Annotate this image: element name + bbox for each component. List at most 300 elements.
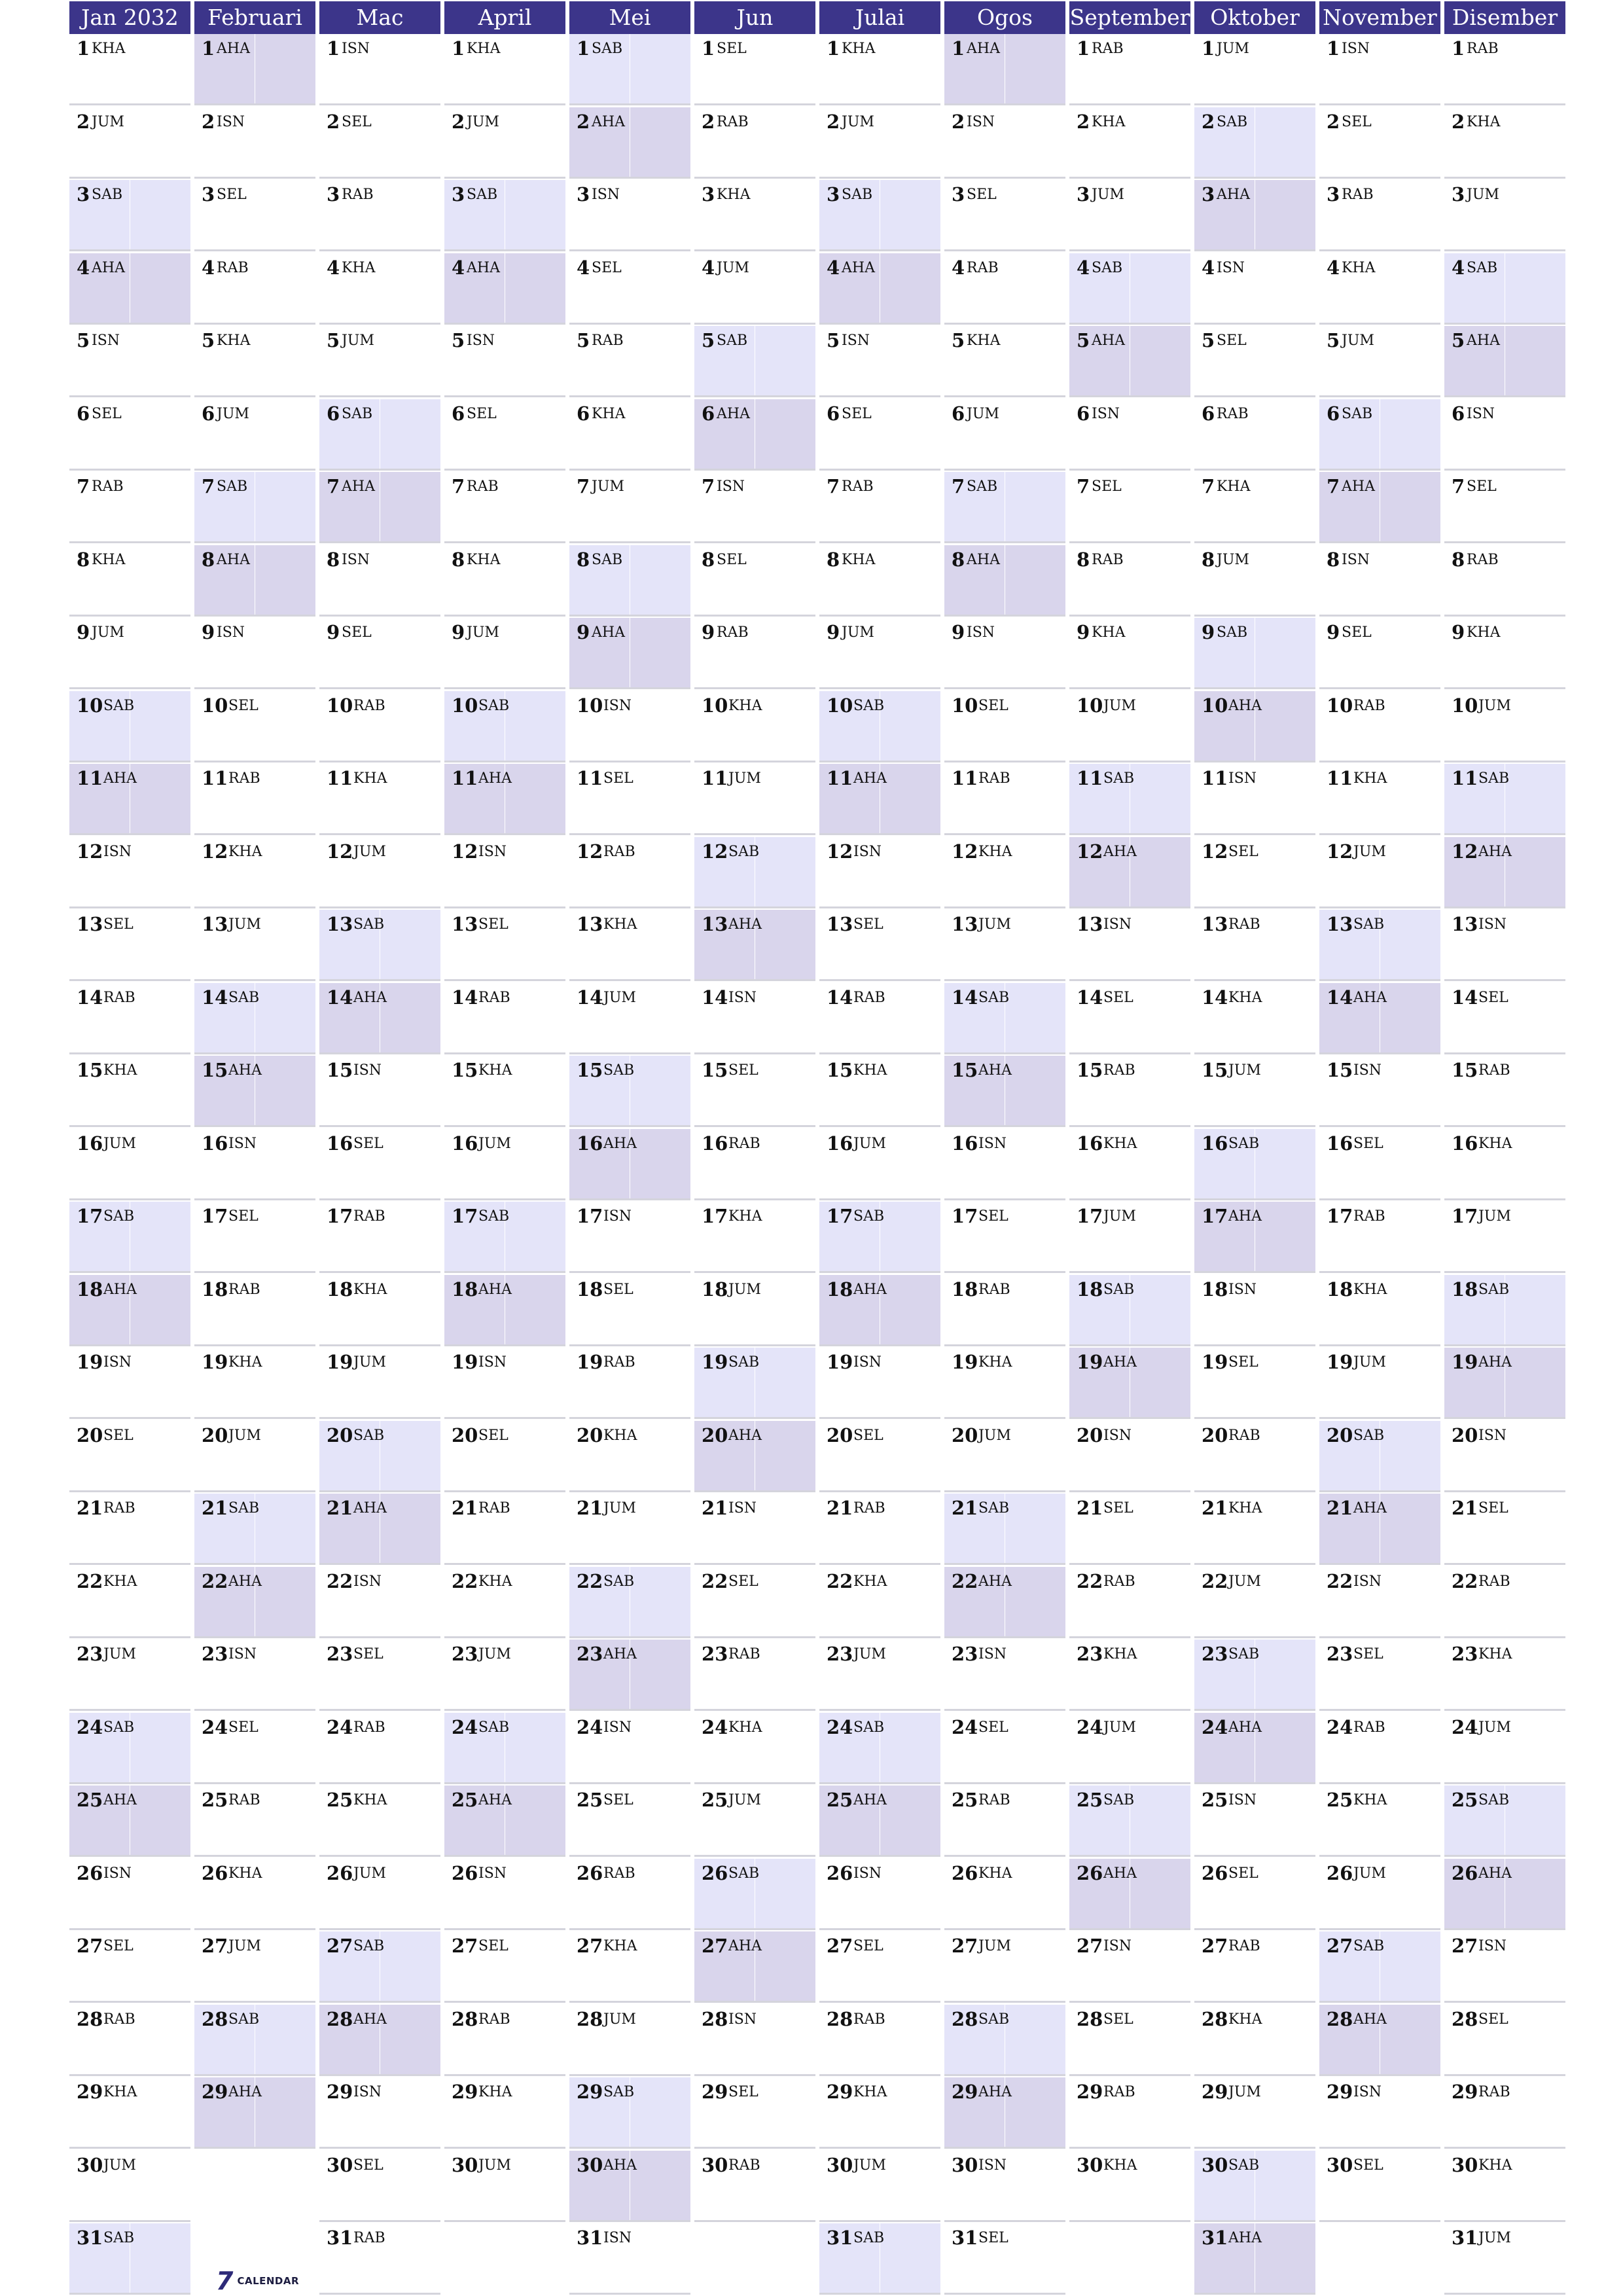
- day-cell: [1069, 837, 1190, 908]
- day-cell: [569, 34, 690, 105]
- weekday-label: SEL: [1342, 624, 1372, 641]
- day-number: 22: [1452, 1570, 1478, 1592]
- day-number: 28: [327, 2007, 353, 2030]
- weekday-label: RAB: [1467, 41, 1499, 57]
- weekday-label: AHA: [228, 2084, 262, 2100]
- day-number: 10: [77, 694, 103, 717]
- day-cell: [1069, 1931, 1190, 2003]
- day-number: 26: [1327, 1861, 1353, 1884]
- day-cell: [319, 983, 440, 1054]
- day-cell: [819, 2223, 940, 2295]
- day-number: 10: [577, 694, 603, 717]
- day-cell: [944, 618, 1065, 689]
- day-number: 3: [952, 183, 965, 206]
- day-number: 25: [452, 1789, 478, 1811]
- day-number: 29: [577, 2081, 603, 2103]
- day-number: 26: [577, 1861, 603, 1884]
- day-cell: [444, 1348, 565, 1419]
- day-cell: [944, 253, 1065, 325]
- day-cell: [1069, 1129, 1190, 1200]
- weekday-label: KHA: [978, 1354, 1012, 1371]
- weekday-label: AHA: [1228, 1208, 1262, 1225]
- weekday-label: RAB: [603, 843, 635, 860]
- day-number: 6: [1202, 402, 1215, 425]
- weekday-label: SEL: [353, 2157, 383, 2174]
- weekday-label: SAB: [1092, 259, 1123, 276]
- weekday-label: JUM: [1353, 1354, 1386, 1371]
- month-column-4: [444, 0, 565, 2296]
- day-cell: [319, 1056, 440, 1127]
- day-cell: [69, 253, 190, 325]
- weekday-label: SEL: [1103, 989, 1133, 1006]
- day-number: 5: [952, 329, 965, 351]
- weekday-label: ISN: [1228, 1792, 1257, 1808]
- day-cell: [819, 1931, 940, 2003]
- weekday-label: KHA: [478, 2084, 512, 2100]
- weekday-label: RAB: [1228, 916, 1260, 933]
- day-cell: [944, 1275, 1065, 1346]
- day-number: 16: [1202, 1132, 1228, 1155]
- weekday-label: JUM: [353, 843, 386, 860]
- day-cell: [194, 2077, 315, 2149]
- day-cell: [1444, 545, 1565, 617]
- day-number: 3: [1077, 183, 1090, 206]
- weekday-label: SAB: [478, 1719, 510, 1736]
- day-cell: [1319, 1129, 1440, 1200]
- weekday-label: JUM: [478, 2157, 511, 2174]
- weekday-label: RAB: [1092, 41, 1124, 57]
- day-number: 22: [702, 1570, 728, 1592]
- day-number: 24: [1327, 1715, 1353, 1738]
- day-number: 13: [577, 913, 603, 935]
- day-cell: [694, 1421, 815, 1492]
- weekday-label: SAB: [853, 1208, 885, 1225]
- weekday-label: KHA: [842, 551, 876, 568]
- weekday-label: KHA: [1467, 624, 1501, 641]
- day-cell: [69, 1275, 190, 1346]
- weekday-label: SAB: [967, 478, 998, 495]
- day-cell: [69, 2005, 190, 2076]
- weekday-label: KHA: [217, 332, 251, 349]
- day-cell: [444, 1713, 565, 1784]
- day-number: 30: [1327, 2153, 1353, 2176]
- day-cell: [819, 1202, 940, 1273]
- day-cell: [69, 618, 190, 689]
- weekday-label: RAB: [478, 1500, 510, 1516]
- weekday-label: RAB: [342, 187, 374, 203]
- day-number: 12: [1452, 840, 1478, 863]
- day-number: 31: [1452, 2227, 1478, 2249]
- weekday-label: SEL: [853, 1427, 883, 1444]
- day-cell: [819, 472, 940, 543]
- day-number: 6: [452, 402, 465, 425]
- day-number: 10: [952, 694, 978, 717]
- weekday-label: ISN: [342, 41, 370, 57]
- weekday-label: ISN: [853, 1865, 882, 1882]
- day-number: 2: [1452, 110, 1465, 133]
- weekday-label: ISN: [103, 1865, 132, 1882]
- day-number: 14: [1452, 986, 1478, 1009]
- weekday-label: SEL: [717, 41, 747, 57]
- day-cell: [319, 2223, 440, 2295]
- weekday-label: KHA: [353, 1281, 387, 1298]
- day-number: 29: [702, 2081, 728, 2103]
- month-column-2: [194, 0, 315, 2296]
- day-cell: [1319, 1785, 1440, 1857]
- day-number: 18: [952, 1278, 978, 1300]
- day-number: 1: [1452, 37, 1465, 60]
- day-number: 30: [452, 2153, 478, 2176]
- day-number: 4: [702, 256, 715, 279]
- weekday-label: SEL: [342, 624, 372, 641]
- day-cell: [1319, 1713, 1440, 1784]
- day-cell: [819, 1056, 940, 1127]
- day-number: 11: [952, 767, 978, 789]
- weekday-label: KHA: [103, 1573, 137, 1590]
- weekday-label: SAB: [978, 2011, 1010, 2028]
- day-cell: [444, 107, 565, 179]
- day-cell: [1444, 1785, 1565, 1857]
- day-number: 29: [77, 2081, 103, 2103]
- day-number: 24: [577, 1715, 603, 1738]
- day-number: 30: [827, 2153, 853, 2176]
- day-cell: [569, 253, 690, 325]
- day-cell: [1319, 1421, 1440, 1492]
- day-number: 29: [1077, 2081, 1103, 2103]
- day-number: 17: [1077, 1205, 1103, 1227]
- day-number: 11: [1077, 767, 1103, 789]
- day-number: 2: [327, 110, 340, 133]
- weekday-label: JUM: [103, 1646, 136, 1662]
- day-cell: [319, 2077, 440, 2149]
- day-number: 16: [77, 1132, 103, 1155]
- day-number: 7: [1202, 475, 1215, 497]
- day-cell: [569, 2151, 690, 2222]
- day-cell: [819, 1640, 940, 1711]
- day-number: 6: [327, 402, 340, 425]
- weekday-label: SAB: [728, 1354, 760, 1371]
- weekday-label: SAB: [103, 2230, 135, 2246]
- day-number: 15: [952, 1059, 978, 1081]
- day-number: 20: [1202, 1424, 1228, 1446]
- day-number: 1: [1202, 37, 1215, 60]
- day-cell: [319, 2151, 440, 2222]
- month-header: September: [1069, 1, 1190, 34]
- weekday-label: KHA: [592, 405, 626, 422]
- day-cell: [1069, 618, 1190, 689]
- day-cell: [194, 1785, 315, 1857]
- day-number: 18: [1452, 1278, 1478, 1300]
- day-cell: [694, 1785, 815, 1857]
- day-cell: [944, 1713, 1065, 1784]
- day-cell: [694, 34, 815, 105]
- weekday-label: AHA: [1478, 843, 1512, 860]
- day-cell: [194, 1640, 315, 1711]
- weekday-label: RAB: [103, 2011, 135, 2028]
- weekday-label: SEL: [353, 1646, 383, 1662]
- day-cell: [1194, 545, 1315, 617]
- weekday-label: SAB: [217, 478, 248, 495]
- day-cell: [1069, 1348, 1190, 1419]
- day-number: 4: [452, 256, 465, 279]
- day-number: 8: [952, 548, 965, 571]
- day-cell: [944, 34, 1065, 105]
- day-number: 13: [1077, 913, 1103, 935]
- day-cell: [944, 2077, 1065, 2149]
- weekday-label: ISN: [478, 843, 507, 860]
- day-cell: [444, 472, 565, 543]
- day-number: 20: [327, 1424, 353, 1446]
- logo-text: CALENDAR: [237, 2275, 300, 2287]
- day-number: 29: [1327, 2081, 1353, 2103]
- weekday-label: JUM: [342, 332, 374, 349]
- day-number: 20: [1077, 1424, 1103, 1446]
- weekday-label: JUM: [228, 1427, 261, 1444]
- day-number: 20: [202, 1424, 228, 1446]
- day-number: 5: [452, 329, 465, 351]
- day-cell: [194, 1494, 315, 1565]
- day-number: 23: [1077, 1643, 1103, 1665]
- day-cell: [319, 764, 440, 835]
- day-cell: [1069, 1785, 1190, 1857]
- weekday-label: AHA: [478, 1281, 512, 1298]
- day-cell: [1069, 1494, 1190, 1565]
- weekday-label: RAB: [353, 2230, 385, 2246]
- day-number: 6: [577, 402, 590, 425]
- day-cell: [444, 326, 565, 397]
- weekday-label: SAB: [228, 2011, 260, 2028]
- day-cell: [1194, 764, 1315, 835]
- day-number: 21: [452, 1497, 478, 1519]
- day-cell: [694, 837, 815, 908]
- month-column-10: [1194, 0, 1315, 2296]
- weekday-label: RAB: [603, 1354, 635, 1371]
- day-cell: [1069, 1421, 1190, 1492]
- day-cell: [69, 1785, 190, 1857]
- day-number: 18: [827, 1278, 853, 1300]
- day-cell: [694, 545, 815, 617]
- day-number: 19: [1452, 1351, 1478, 1373]
- day-cell: [694, 326, 815, 397]
- day-number: 14: [77, 986, 103, 1009]
- weekday-label: RAB: [1103, 2084, 1135, 2100]
- day-cell: [819, 983, 940, 1054]
- weekday-label: SEL: [478, 1427, 508, 1444]
- day-number: 16: [327, 1132, 353, 1155]
- day-number: 4: [827, 256, 840, 279]
- day-cell: [569, 2005, 690, 2076]
- day-number: 26: [327, 1861, 353, 1884]
- day-number: 13: [327, 913, 353, 935]
- weekday-label: ISN: [103, 843, 132, 860]
- weekday-label: AHA: [1228, 1719, 1262, 1736]
- day-number: 24: [202, 1715, 228, 1738]
- weekday-label: SAB: [1228, 1646, 1260, 1662]
- weekday-label: SAB: [1353, 1427, 1385, 1444]
- weekday-label: AHA: [478, 1792, 512, 1808]
- weekday-label: KHA: [467, 551, 501, 568]
- day-number: 24: [1077, 1715, 1103, 1738]
- day-number: 12: [1327, 840, 1353, 863]
- month-header: Disember: [1444, 1, 1565, 34]
- day-cell: [444, 2151, 565, 2222]
- day-number: 19: [1202, 1351, 1228, 1373]
- day-cell: [569, 1931, 690, 2003]
- day-number: 5: [827, 329, 840, 351]
- day-cell: [69, 837, 190, 908]
- day-number: 23: [827, 1643, 853, 1665]
- day-number: 3: [702, 183, 715, 206]
- day-number: 17: [327, 1205, 353, 1227]
- day-cell: [1444, 2077, 1565, 2149]
- weekday-label: RAB: [978, 1281, 1010, 1298]
- day-cell: [69, 472, 190, 543]
- weekday-label: AHA: [1478, 1865, 1512, 1882]
- day-number: 14: [827, 986, 853, 1009]
- weekday-label: SAB: [592, 551, 623, 568]
- weekday-label: SEL: [1103, 1500, 1133, 1516]
- weekday-label: ISN: [842, 332, 870, 349]
- day-cell: [819, 253, 940, 325]
- day-number: 13: [702, 913, 728, 935]
- weekday-label: AHA: [603, 1646, 637, 1662]
- weekday-label: RAB: [228, 1281, 260, 1298]
- day-cell: [1319, 764, 1440, 835]
- weekday-label: AHA: [1353, 2011, 1387, 2028]
- day-cell: [1194, 180, 1315, 251]
- day-cell: [319, 1348, 440, 1419]
- weekday-label: SAB: [842, 187, 873, 203]
- day-cell: [444, 1567, 565, 1638]
- weekday-label: AHA: [1103, 1865, 1137, 1882]
- weekday-label: RAB: [842, 478, 874, 495]
- day-cell: [69, 1202, 190, 1273]
- weekday-label: KHA: [603, 916, 637, 933]
- day-number: 18: [202, 1278, 228, 1300]
- day-number: 14: [1077, 986, 1103, 1009]
- weekday-label: JUM: [1228, 1573, 1261, 1590]
- day-cell: [1194, 983, 1315, 1054]
- weekday-label: ISN: [1103, 1938, 1132, 1954]
- day-number: 26: [202, 1861, 228, 1884]
- weekday-label: RAB: [353, 697, 385, 714]
- day-number: 26: [1452, 1861, 1478, 1884]
- day-number: 22: [1327, 1570, 1353, 1592]
- day-cell: [444, 399, 565, 471]
- day-cell: [69, 1859, 190, 1930]
- day-number: 23: [1327, 1643, 1353, 1665]
- day-number: 3: [827, 183, 840, 206]
- month-header: Jan 2032: [69, 1, 190, 34]
- day-number: 28: [827, 2007, 853, 2030]
- day-cell: [194, 326, 315, 397]
- day-cell: [1194, 1713, 1315, 1784]
- weekday-label: SEL: [1228, 1865, 1258, 1882]
- day-cell: [694, 1056, 815, 1127]
- day-number: 6: [202, 402, 215, 425]
- weekday-label: SEL: [92, 405, 122, 422]
- weekday-label: KHA: [1092, 113, 1126, 130]
- day-cell: [319, 1567, 440, 1638]
- weekday-label: AHA: [228, 1573, 262, 1590]
- day-cell: [569, 1056, 690, 1127]
- day-number: 29: [327, 2081, 353, 2103]
- day-cell: [194, 180, 315, 251]
- day-number: 26: [952, 1861, 978, 1884]
- day-cell: [444, 910, 565, 981]
- weekday-label: KHA: [467, 41, 501, 57]
- day-number: 1: [952, 37, 965, 60]
- day-cell: [694, 618, 815, 689]
- weekday-label: SEL: [978, 2230, 1008, 2246]
- weekday-label: JUM: [853, 2157, 886, 2174]
- day-cell: [1069, 2077, 1190, 2149]
- weekday-label: RAB: [1103, 1573, 1135, 1590]
- day-cell: [1194, 1421, 1315, 1492]
- day-cell: [1319, 2151, 1440, 2222]
- day-cell: [944, 1494, 1065, 1565]
- day-cell: [194, 253, 315, 325]
- day-cell: [194, 1859, 315, 1930]
- day-cell: [569, 399, 690, 471]
- day-cell: [444, 1275, 565, 1346]
- day-number: 7: [577, 475, 590, 497]
- weekday-label: SEL: [728, 2084, 758, 2100]
- day-cell: [69, 1348, 190, 1419]
- day-cell: [819, 1494, 940, 1565]
- day-cell: [1319, 180, 1440, 251]
- weekday-label: JUM: [228, 1938, 261, 1954]
- month-column-5: [569, 0, 690, 2296]
- day-number: 16: [202, 1132, 228, 1155]
- day-cell: [319, 1275, 440, 1346]
- weekday-label: RAB: [228, 770, 260, 787]
- weekday-label: ISN: [1353, 2084, 1382, 2100]
- weekday-label: RAB: [853, 2011, 885, 2028]
- day-cell: [1069, 399, 1190, 471]
- weekday-label: JUM: [1353, 843, 1386, 860]
- weekday-label: RAB: [967, 259, 999, 276]
- weekday-label: ISN: [1353, 1062, 1382, 1079]
- weekday-label: JUM: [103, 1135, 136, 1152]
- day-number: 7: [452, 475, 465, 497]
- weekday-label: JUM: [1092, 187, 1124, 203]
- day-cell: [319, 107, 440, 179]
- weekday-label: JUM: [1467, 187, 1499, 203]
- day-cell: [1069, 1275, 1190, 1346]
- weekday-label: SAB: [103, 697, 135, 714]
- day-number: 21: [202, 1497, 228, 1519]
- day-cell: [444, 618, 565, 689]
- day-cell: [819, 764, 940, 835]
- weekday-label: RAB: [353, 1208, 385, 1225]
- day-number: 27: [577, 1935, 603, 1957]
- day-cell: [1444, 34, 1565, 105]
- day-number: 16: [827, 1132, 853, 1155]
- day-number: 10: [327, 694, 353, 717]
- day-cell: [1444, 2151, 1565, 2222]
- day-cell: [194, 1713, 315, 1784]
- day-cell: [1069, 34, 1190, 105]
- weekday-label: ISN: [1353, 1573, 1382, 1590]
- day-number: 23: [952, 1643, 978, 1665]
- weekday-label: SAB: [103, 1208, 135, 1225]
- day-number: 28: [1452, 2007, 1478, 2030]
- day-number: 22: [202, 1570, 228, 1592]
- day-number: 23: [202, 1643, 228, 1665]
- day-number: 27: [1077, 1935, 1103, 1957]
- day-cell: [319, 1713, 440, 1784]
